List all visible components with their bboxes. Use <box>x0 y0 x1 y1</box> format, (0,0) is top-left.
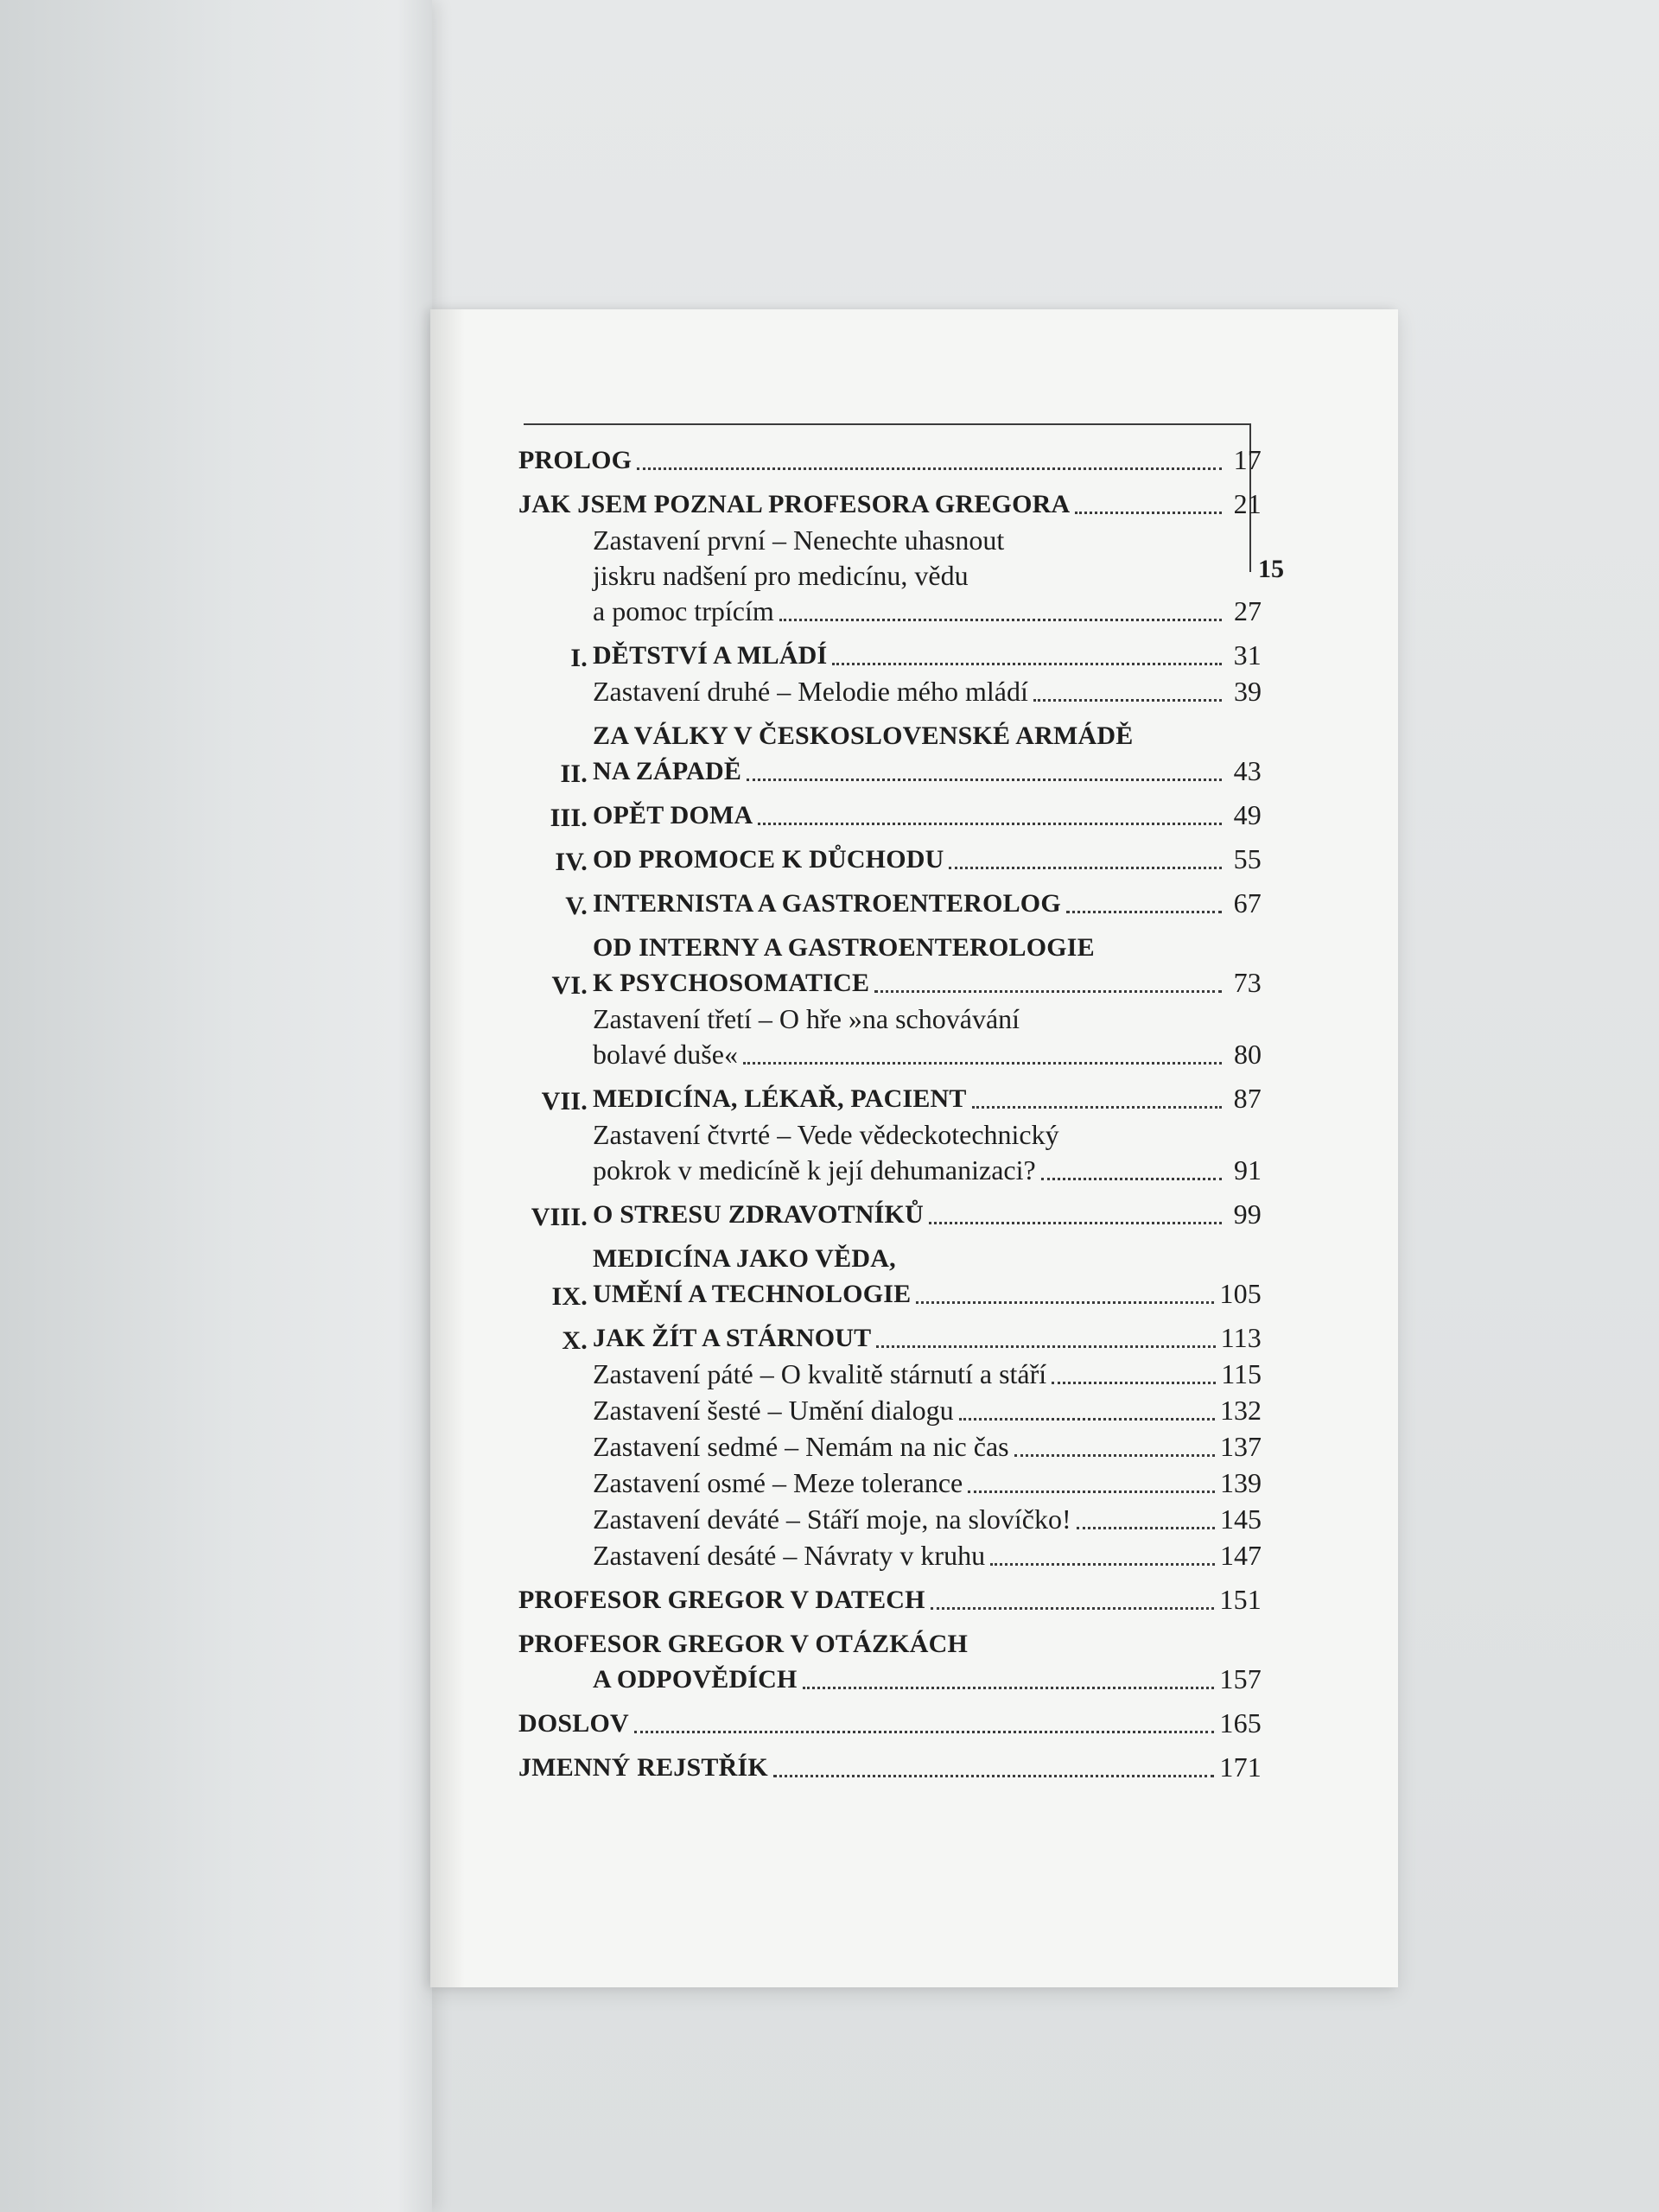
toc-entry <box>518 1502 1262 1537</box>
toc-entry-title: JAK JSEM POZNAL PROFESORA GREGORA <box>518 490 1071 518</box>
toc-chapter-number: VII. <box>541 1087 588 1116</box>
toc-chapter-number: II. <box>560 760 588 788</box>
dot-leader <box>1077 1527 1215 1529</box>
toc-entry-title: K PSYCHOSOMATICE <box>593 969 870 997</box>
toc-entry <box>518 930 1262 1001</box>
toc-entry <box>518 442 1262 478</box>
dot-leader <box>803 1687 1215 1689</box>
gutter-shadow <box>430 309 465 1987</box>
page-number: 15 <box>1258 555 1284 583</box>
toc-entry-title: Zastavení šesté – Umění dialogu <box>593 1395 954 1426</box>
toc-page-number: 147 <box>1220 1540 1262 1571</box>
toc-entry-title: DĚTSTVÍ A MLÁDÍ <box>593 641 828 670</box>
toc-entry-title: Zastavení druhé – Melodie mého mládí <box>593 676 1028 707</box>
dot-leader <box>1066 911 1222 913</box>
dot-leader <box>1033 699 1222 702</box>
dot-leader <box>929 1222 1222 1224</box>
toc-chapter-number: VIII. <box>531 1203 588 1231</box>
toc-entry <box>518 1081 1262 1116</box>
toc-entry <box>518 1429 1262 1465</box>
dot-leader <box>874 990 1222 993</box>
left-book-page <box>0 0 432 2212</box>
toc-entry <box>518 674 1262 709</box>
toc-page-number: 21 <box>1233 488 1262 519</box>
toc-entry-title: A ODPOVĚDÍCH <box>593 1665 798 1694</box>
toc-entry <box>518 1357 1262 1392</box>
dot-leader <box>990 1563 1215 1566</box>
toc-entry <box>518 886 1262 921</box>
toc-entry <box>518 486 1262 522</box>
toc-page-number: 73 <box>1233 967 1262 998</box>
dot-leader <box>959 1418 1215 1421</box>
dot-leader <box>743 1062 1222 1065</box>
toc-chapter-number: VI. <box>551 971 588 1000</box>
toc-chapter-number: X. <box>562 1326 588 1355</box>
dot-leader <box>876 1345 1215 1348</box>
toc-entry-title: Zastavení desáté – Návraty v kruhu <box>593 1540 986 1571</box>
toc-entry <box>518 1241 1262 1312</box>
dot-leader <box>773 1775 1215 1777</box>
toc-page-number: 91 <box>1234 1154 1262 1185</box>
toc-entry-title: JAK ŽÍT A STÁRNOUT <box>593 1324 872 1352</box>
dot-leader <box>779 619 1222 621</box>
toc-page-number: 67 <box>1233 887 1262 918</box>
toc-entry-line: Zastavení třetí – O hře »na schovávání <box>593 1003 1020 1034</box>
toc-page-number: 139 <box>1220 1467 1262 1498</box>
toc-entry-title: DOSLOV <box>518 1709 629 1738</box>
toc-entry <box>518 1582 1262 1618</box>
toc-entry-title: INTERNISTA A GASTROENTEROLOG <box>593 889 1061 918</box>
dot-leader <box>931 1607 1215 1610</box>
toc-entry-line: Zastavení čtvrté – Vede vědeckotechnický <box>593 1119 1059 1150</box>
dot-leader <box>634 1731 1214 1733</box>
toc-page-number: 99 <box>1233 1198 1262 1230</box>
toc-entry <box>518 1197 1262 1232</box>
toc-chapter-number: V. <box>565 892 588 920</box>
toc-entry <box>518 1538 1262 1573</box>
toc-page-number: 31 <box>1233 639 1262 671</box>
toc-page-number: 145 <box>1220 1503 1262 1535</box>
toc-page-number: 137 <box>1220 1431 1262 1462</box>
toc-entry <box>518 1117 1262 1188</box>
toc-entry-title: UMĚNÍ A TECHNOLOGIE <box>593 1280 912 1308</box>
toc-entry-line: MEDICÍNA JAKO VĚDA, <box>593 1244 896 1273</box>
dot-leader <box>747 779 1222 781</box>
toc-entry-line: ZA VÁLKY V ČESKOSLOVENSKÉ ARMÁDĚ <box>593 721 1134 750</box>
toc-entry <box>518 638 1262 673</box>
toc-page-number: 27 <box>1234 595 1262 626</box>
toc-entry-title: JMENNÝ REJSTŘÍK <box>518 1753 768 1782</box>
toc-entry <box>518 1001 1262 1072</box>
toc-page-number: 105 <box>1219 1278 1262 1309</box>
toc-entry-title: Zastavení sedmé – Nemám na nic čas <box>593 1431 1009 1462</box>
toc-entry-line: Zastavení první – Nenechte uhasnout <box>593 524 1005 556</box>
toc-entry-title: a pomoc trpícím <box>593 595 774 626</box>
toc-entry-title: OPĚT DOMA <box>593 801 753 830</box>
dot-leader <box>1041 1178 1222 1180</box>
toc-entry-title: PROLOG <box>518 446 632 474</box>
dot-leader <box>949 867 1222 869</box>
toc-entry-title: Zastavení páté – O kvalitě stárnutí a stáří <box>593 1358 1047 1389</box>
toc-entry <box>518 1320 1262 1356</box>
dot-leader <box>972 1106 1222 1109</box>
toc-page-number: 151 <box>1219 1584 1262 1615</box>
toc-entry <box>518 1626 1262 1697</box>
toc-chapter-number: IV. <box>555 848 588 876</box>
toc-entry-title: NA ZÁPADĚ <box>593 757 742 785</box>
toc-entry-title: PROFESOR GREGOR V DATECH <box>518 1586 925 1614</box>
toc-entry-line: OD INTERNY A GASTROENTEROLOGIE <box>593 933 1095 962</box>
toc-chapter-number: IX. <box>551 1282 588 1311</box>
toc-page-number: 113 <box>1220 1322 1262 1353</box>
toc-page-number: 17 <box>1233 444 1262 475</box>
toc-page-number: 49 <box>1233 799 1262 830</box>
toc-entry-title: pokrok v medicíně k její dehumanizaci? <box>593 1154 1036 1185</box>
toc-entry <box>518 718 1262 789</box>
toc-entry <box>518 1393 1262 1428</box>
toc-entry <box>518 1465 1262 1501</box>
header-rule <box>524 423 1249 425</box>
toc-chapter-number: III. <box>550 804 588 832</box>
toc-entry-title: MEDICÍNA, LÉKAŘ, PACIENT <box>593 1084 967 1113</box>
toc-page-number: 39 <box>1234 676 1262 707</box>
dot-leader <box>1014 1454 1215 1457</box>
toc-entry-title: O STRESU ZDRAVOTNÍKŮ <box>593 1200 924 1229</box>
toc-entry-title: Zastavení deváté – Stáří moje, na slovíčko! <box>593 1503 1071 1535</box>
toc-page-number: 43 <box>1233 755 1262 786</box>
toc-chapter-number: I. <box>570 644 588 672</box>
toc-entry <box>518 1706 1262 1741</box>
toc-page-number: 165 <box>1219 1707 1262 1738</box>
toc-entry-line: PROFESOR GREGOR V OTÁZKÁCH <box>518 1630 968 1658</box>
toc-entry <box>518 1750 1262 1785</box>
dot-leader <box>832 663 1222 665</box>
toc-page-number: 55 <box>1233 843 1262 874</box>
toc-entry <box>518 842 1262 877</box>
dot-leader <box>1075 512 1222 514</box>
toc-page-number: 87 <box>1233 1083 1262 1114</box>
toc-page-number: 157 <box>1219 1663 1262 1694</box>
toc-entry <box>518 523 1262 629</box>
dot-leader <box>637 467 1222 470</box>
toc-entry-title: bolavé duše« <box>593 1039 738 1070</box>
toc-page-number: 171 <box>1219 1751 1262 1783</box>
toc-entry-title: Zastavení osmé – Meze tolerance <box>593 1467 963 1498</box>
dot-leader <box>758 823 1222 825</box>
dot-leader <box>1052 1382 1216 1384</box>
toc-page-number: 115 <box>1221 1358 1262 1389</box>
toc-entry <box>518 798 1262 833</box>
toc-page-number: 80 <box>1234 1039 1262 1070</box>
toc-entry-line: jiskru nadšení pro medicínu, vědu <box>593 560 969 591</box>
toc-entry-title: OD PROMOCE K DŮCHODU <box>593 845 944 874</box>
table-of-contents <box>518 442 1262 1785</box>
dot-leader <box>916 1301 1214 1304</box>
toc-page-number: 132 <box>1220 1395 1262 1426</box>
dot-leader <box>968 1491 1215 1493</box>
